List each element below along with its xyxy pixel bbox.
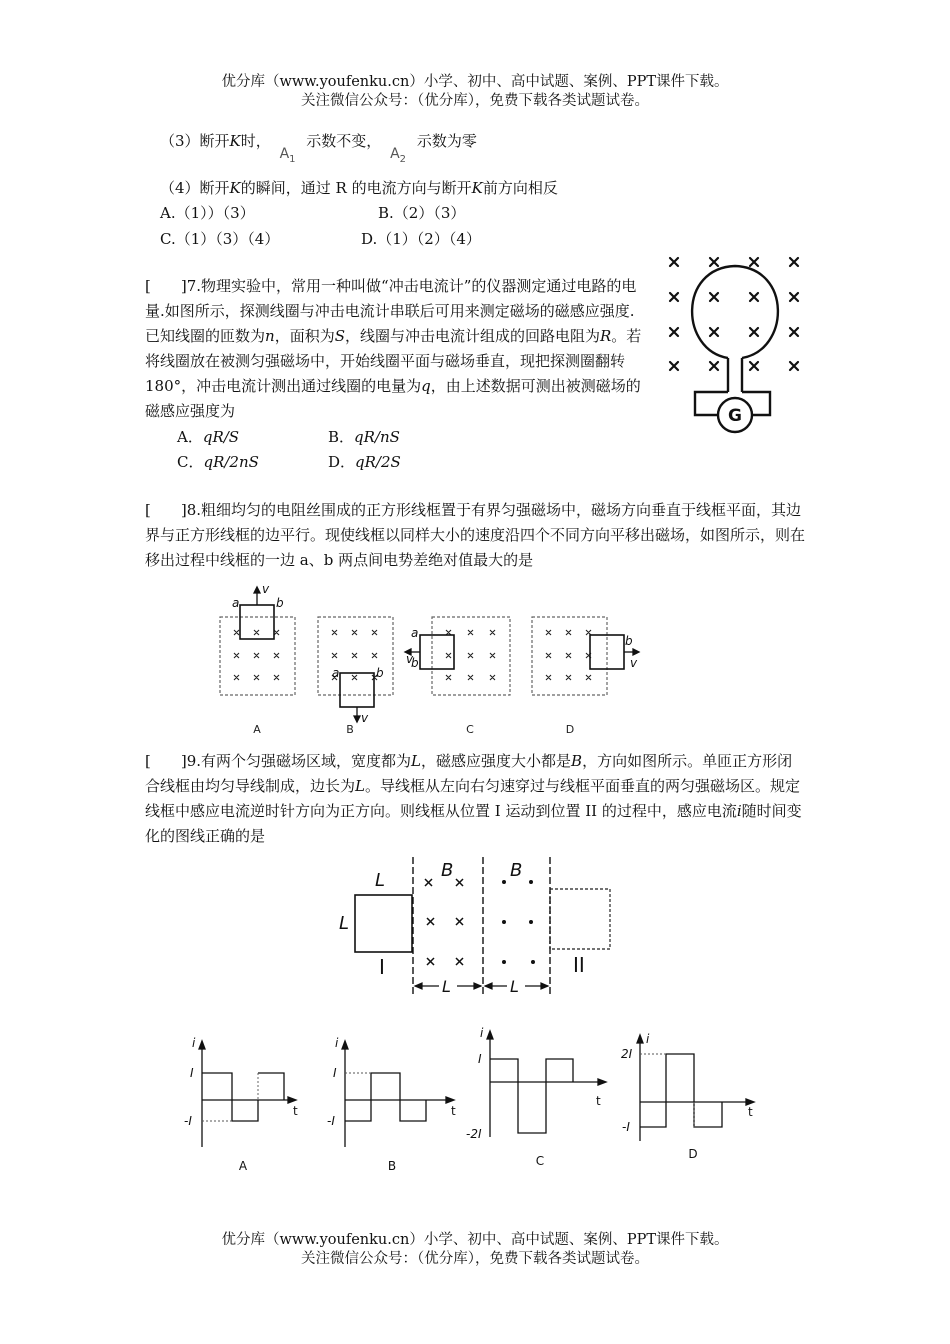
svg-text:C: C: [466, 723, 474, 736]
q7-option-a: A．qR/S: [177, 428, 240, 446]
svg-text:2I: 2I: [621, 1047, 633, 1061]
q9-graphs: [180, 1025, 765, 1175]
position-1-label: I: [379, 955, 385, 979]
q7-answer-bracket: [ ]: [145, 277, 187, 295]
point-labels: [232, 582, 638, 725]
svg-text:-I: -I: [184, 1114, 192, 1128]
svg-text:-I: -I: [327, 1114, 335, 1128]
svg-text:L: L: [442, 977, 451, 996]
field-cross-marks: [425, 879, 463, 965]
svg-text:B: B: [441, 860, 454, 881]
width-dimensions: [415, 983, 548, 989]
field-boundaries: [413, 857, 550, 997]
q9-field-figure: [335, 852, 620, 1002]
svg-text:v: v: [630, 656, 638, 670]
graph-c: [466, 1026, 606, 1168]
frame-position-1: [355, 895, 412, 952]
svg-text:i: i: [646, 1032, 650, 1046]
svg-text:t: t: [293, 1104, 298, 1118]
svg-text:a: a: [332, 666, 340, 680]
q6-option-d: D.（1）（2）（4）: [361, 230, 481, 248]
svg-text:I: I: [333, 1066, 337, 1080]
svg-text:L: L: [339, 913, 350, 934]
q6-option-c: C.（1）（3）（4）: [160, 230, 280, 248]
svg-text:-I: -I: [622, 1120, 630, 1134]
svg-text:v: v: [406, 652, 414, 666]
q6-statement-3: （3）断开K时， $A_1$ 示数不变， $A_2$ 示数为零: [160, 132, 477, 165]
svg-text:v: v: [361, 711, 369, 725]
svg-text:t: t: [748, 1105, 753, 1119]
svg-text:D: D: [565, 723, 575, 736]
svg-text:a: a: [411, 626, 419, 640]
svg-text:i: i: [192, 1036, 196, 1050]
svg-text:A: A: [238, 1159, 248, 1173]
svg-text:I: I: [478, 1052, 482, 1066]
svg-text:t: t: [451, 1104, 456, 1118]
footer-line-2: 关注微信公众号：（优分库），免费下载各类试题试卷。: [301, 1251, 649, 1267]
q8-stem: [ ]8.粗细均匀的电阻丝围成的正方形线框置于有界匀强磁场中，磁场方向垂直于线框平面，其边界与正方形线框的边平行。现使线框以同样大小的速度沿四个不同方向平移出磁场，如图所示，则在移出过程中线框的一边 a、b 两点间电势差绝对值最大的是: [145, 501, 806, 569]
header-line-1: 优分库（www.youfenku.cn）小学、初中、高中试题、案例、PPT课件下载。: [221, 74, 729, 90]
svg-text:b: b: [411, 656, 419, 670]
svg-text:L: L: [375, 870, 386, 891]
velocity-arrows: [254, 587, 639, 722]
footer-line-1: 优分库（www.youfenku.cn）小学、初中、高中试题、案例、PPT课件下载。: [221, 1232, 729, 1248]
ammeter-a1-symbol: $A_1$: [279, 146, 296, 165]
header-line-2: 关注微信公众号：（优分库），免费下载各类试题试卷。: [301, 93, 649, 109]
q6-option-a: A.（1））（3）: [160, 204, 255, 222]
frame-position-2: [550, 889, 610, 949]
q7-option-d: D．qR/2S: [328, 453, 401, 471]
graph-a: [184, 1036, 298, 1173]
q8-answer-bracket: [ ]: [145, 501, 187, 519]
graph-d: [621, 1032, 754, 1161]
svg-text:-2I: -2I: [466, 1127, 482, 1141]
q7-stem: [ ]7.物理实验中，常用一种叫做“冲击电流计”的仪器测定通过电路的电量.如图所示，探测线圈与冲击电流计串联后可用来测定磁场的磁感应强度.已知线圈的匝数为n，面积为S，线圈与冲击电流计组成的回路电阻为R。若将线圈放在被测匀强磁场中，开始线圈平面与磁场垂直，现把探测圈翻转 180°，冲击电流计测出通过线圈的电量为q，由上述数据可测出被测磁场的磁感应强度为: [145, 277, 642, 420]
q6-statement-4: （4）断开K的瞬间，通过 R 的电流方向与断开K前方向相反: [160, 179, 558, 197]
field-dot-marks: [502, 880, 535, 964]
svg-text:D: D: [688, 1147, 698, 1161]
svg-text:L: L: [510, 977, 519, 996]
q6-option-b: B.（2）（3）: [378, 204, 466, 222]
q7-coil-figure: [660, 250, 810, 435]
svg-text:B: B: [387, 1159, 397, 1173]
svg-text:b: b: [376, 666, 384, 680]
q8-figure: [210, 582, 650, 740]
q9-answer-bracket: [ ]: [145, 752, 187, 770]
ammeter-a2-symbol: $A_2$: [390, 146, 407, 165]
q9-stem: [ ]9.有两个匀强磁场区域，宽度都为L，磁感应强度大小都是B，方向如图所示。单匝正方形闭合线框由均匀导线制成，边长为L。导线框从左向右匀速穿过与线框平面垂直的两匀强磁场区。规定线框中感应电流逆时针方向为正方向。则线框从位置 I 运动到位置 II 的过程中，感应电流i随时间变化的图线正确的是: [145, 752, 802, 845]
svg-text:i: i: [480, 1026, 484, 1040]
svg-text:b: b: [625, 634, 633, 648]
svg-text:v: v: [262, 582, 270, 596]
svg-text:b: b: [276, 596, 284, 610]
svg-text:t: t: [596, 1094, 601, 1108]
panel-labels: [253, 723, 574, 736]
svg-text:i: i: [335, 1036, 339, 1050]
position-2-label: II: [573, 953, 585, 977]
svg-text:C: C: [535, 1154, 545, 1168]
svg-text:B: B: [510, 860, 523, 881]
graph-b: [327, 1036, 456, 1173]
q7-option-c: C．qR/2nS: [177, 453, 259, 471]
svg-text:A: A: [253, 723, 261, 736]
svg-text:a: a: [232, 596, 240, 610]
svg-text:I: I: [190, 1066, 194, 1080]
galvanometer-label: G: [728, 406, 742, 426]
svg-text:B: B: [346, 723, 354, 736]
q7-option-b: B．qR/nS: [328, 428, 400, 446]
